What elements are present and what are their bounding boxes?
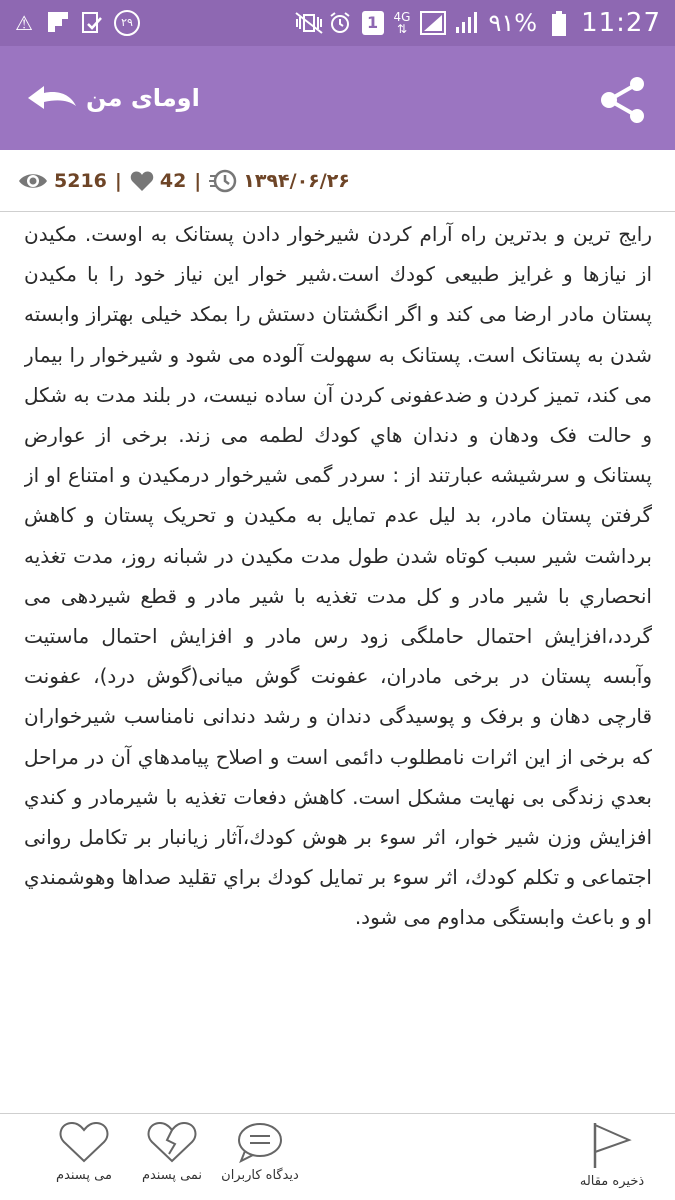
app-bar [0,46,675,150]
like-button[interactable] [40,1120,128,1198]
task-check-icon [80,11,104,35]
notification-count-badge: ٢٩ [114,10,140,36]
eye-icon [18,170,48,192]
sim-slot-badge: 1 [362,11,384,35]
network-type-label: 4G ⇅ [393,10,411,36]
heart-outline-icon [59,1120,109,1164]
status-bar [0,0,675,46]
status-clock: 11:27 [581,8,661,38]
meta-separator: | [114,170,122,192]
flag-icon [587,1120,637,1170]
comments-button[interactable] [216,1120,304,1198]
like-count: 42 [159,170,187,192]
alarm-icon [328,11,352,35]
article-text: رایج ترین و بدترین راه آرام کردن شیرخوار دادن پستانک به اوست. مکیدن از نیازها و غرایز طبیعی کودك است.شیر خوار این نیاز خود را با مکیدن پستان مادر ارضا می کند و اگر انگشتان دستش را بمکد خیلی بهتراز وابسته شدن به پستانک است. پستانک به سهولت آلوده می شود و شیرخوار را بیمار می کند، تمیز کردن و ضدعفونی کردن آن ساده نیست، در بلند مدت به شکل و حالت فک ودهان و دندان هاي کودك لطمه می زند. برخی از عوارض پستانک و سرشیشه عبارتند از : سردر گمی شیرخوار درمکیدن و امتناع او از گرفتن پستان مادر، بد لیل عدم تمایل به مکیدن و تحریک پستان و کاهش برداشت شیر سبب کوتاه شدن طول مدت مکیدن در شبانه روز، مدت تغذیه انحصاري با شیر مادر و کل مدت تغذیه با شیر مادر و قطع شیردهی می گردد،افزایش احتمال حاملگی زود رس مادر و افزایش احتمال ماستیت وآبسه پستان در برخی مادران، عفونت گوش میانی(گوش درد)، عفونت قارچی دهان و برفک و پوسیدگی دندان و رشد دندانی نامناسب شیرخواران که برخی از این اثرات نامطلوب دائمی است و اصلاح پیامدهاي آن در مراحل بعدي زندگی بی نهایت مشکل است. کاهش دفعات تغذیه با شیرمادر و کندي افزایش وزن شیر خوار، اثر سوء بر هوش کودك،آثار زیانبار بر تکامل روانی اجتماعی و تکلم کودك، اثر سوء بر تمایل کودك براي تقلید صداها وهوشمندي او و باعث وابستگی مداوم می شود. [24,222,652,930]
clock-history-icon [209,168,237,194]
like-label: می پسندم [56,1168,112,1183]
comments-label: دیدگاه کاربران [221,1168,299,1183]
article-meta [0,150,675,212]
share-button[interactable] [597,74,649,126]
signal-sim1-icon [420,11,444,35]
signal-sim2-icon [454,11,478,35]
dislike-button[interactable] [128,1120,216,1198]
meta-separator: | [194,170,202,192]
broken-heart-icon [147,1120,197,1164]
save-article-button[interactable] [572,1120,652,1198]
view-count: 5216 [54,170,107,192]
warning-icon: ⚠ [15,11,33,35]
vibrate-mute-icon [294,11,318,35]
dislike-label: نمی پسندم [141,1168,203,1183]
chat-bubble-icon [235,1120,285,1164]
battery-percent: ٩١% [488,9,538,37]
publish-date: ۱۳۹۴/۰۶/۲۶ [243,170,350,192]
page-title: اومای من [86,84,200,112]
flipboard-icon [46,11,70,35]
article-body [24,212,652,1112]
share-icon [597,74,649,126]
back-arrow-icon [24,76,80,120]
back-button[interactable] [24,76,80,120]
heart-icon [130,170,154,192]
save-label: ذخیره مقاله [579,1174,645,1189]
bottom-action-bar [0,1113,675,1200]
battery-icon [547,11,571,35]
